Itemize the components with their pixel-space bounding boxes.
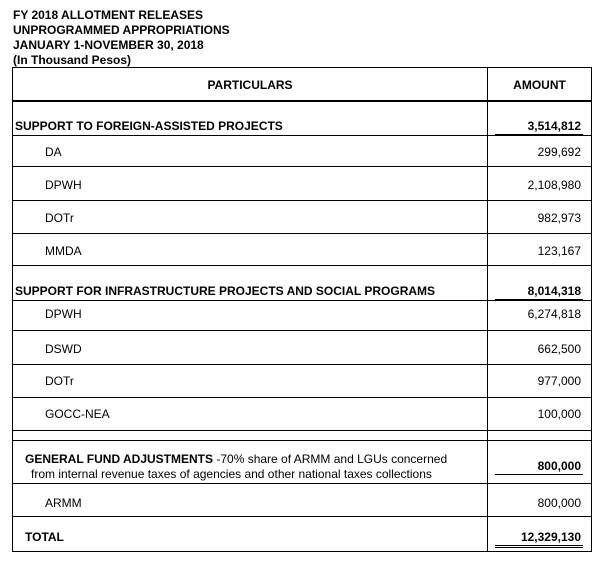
section-foreign-assisted-total: 3,514,812 <box>527 119 581 133</box>
allotment-table <box>12 67 592 552</box>
section-infrastructure-title: SUPPORT FOR INFRASTRUCTURE PROJECTS AND SOCIAL PROGRAMS <box>15 284 436 298</box>
row-rule <box>13 265 591 266</box>
section-gfa-desc-line2: from internal revenue taxes of agencies and other national taxes collections <box>31 467 432 481</box>
line-item-label: DA <box>45 145 62 159</box>
section-infrastructure-total: 8,014,318 <box>527 284 581 298</box>
row-rule <box>13 364 591 365</box>
row-rule <box>13 200 591 201</box>
line-item-label: DSWD <box>45 342 82 356</box>
row-rule <box>13 430 591 431</box>
report-header <box>13 8 230 68</box>
report-title: FY 2018 ALLOTMENT RELEASES <box>13 8 204 22</box>
subtotal-underline <box>495 474 583 475</box>
grand-total-amount: 12,329,130 <box>520 530 581 544</box>
report-subtitle: UNPROGRAMMED APPROPRIATIONS <box>13 23 230 37</box>
line-item-amount: 100,000 <box>537 407 581 421</box>
row-rule <box>13 330 591 331</box>
line-item-amount: 800,000 <box>537 496 581 510</box>
section-gfa-total: 800,000 <box>537 459 581 473</box>
row-rule <box>13 166 591 167</box>
report-period: JANUARY 1-NOVEMBER 30, 2018 <box>13 38 204 52</box>
row-rule <box>13 440 591 441</box>
total-double-underline-top <box>495 545 583 546</box>
line-item-amount: 977,000 <box>537 374 581 388</box>
row-rule <box>13 135 591 136</box>
row-rule <box>13 516 591 517</box>
line-item-label: ARMM <box>45 496 82 510</box>
header-rule <box>13 100 591 102</box>
row-rule <box>13 483 591 484</box>
line-item-amount: 299,692 <box>537 145 581 159</box>
line-item-label: GOCC-NEA <box>45 407 110 421</box>
report-unit: (In Thousand Pesos) <box>13 53 132 67</box>
section-gfa-desc: -70% share of ARMM and LGUs concerned <box>213 452 448 466</box>
line-item-label: MMDA <box>45 244 82 258</box>
line-item-label: DOTr <box>45 211 74 225</box>
section-foreign-assisted-title: SUPPORT TO FOREIGN-ASSISTED PROJECTS <box>15 119 283 133</box>
section-gfa-title-line <box>25 452 447 466</box>
row-rule <box>13 397 591 398</box>
line-item-amount: 2,108,980 <box>527 178 581 192</box>
line-item-label: DOTr <box>45 374 74 388</box>
row-rule <box>13 300 591 301</box>
line-item-amount: 123,167 <box>537 244 581 258</box>
line-item-amount: 6,274,818 <box>527 307 581 321</box>
line-item-label: DPWH <box>45 178 82 192</box>
total-double-underline-bottom <box>495 547 583 548</box>
header-amount: AMOUNT <box>513 78 566 92</box>
section-gfa-title: GENERAL FUND ADJUSTMENTS <box>25 452 214 466</box>
header-particulars: PARTICULARS <box>207 78 293 92</box>
grand-total-label: TOTAL <box>25 530 64 544</box>
line-item-amount: 662,500 <box>537 342 581 356</box>
line-item-label: DPWH <box>45 307 82 321</box>
row-rule <box>13 233 591 234</box>
line-item-amount: 982,973 <box>537 211 581 225</box>
